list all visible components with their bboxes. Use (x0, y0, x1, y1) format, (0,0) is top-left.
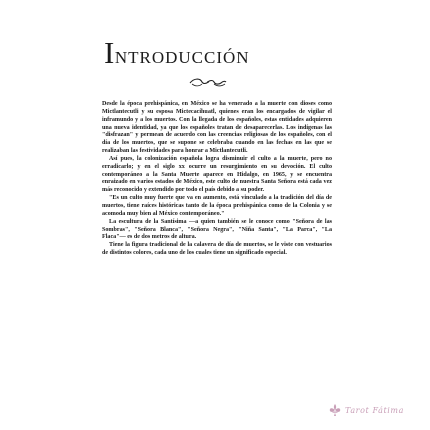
watermark-text: Tarot Fátima (345, 405, 404, 415)
flourish-ornament-icon (188, 76, 228, 88)
chapter-title (104, 35, 250, 73)
paragraph-2: Así pues, la colonización española logra disminuir el culto a la muerte, pero no erradicarlo; y en el siglo xx ocurre un resurgimiento en su devoción. El culto contemporáneo a la Santa Muerte aparece en Hidalgo, en 1965, y se encuentra enraizado en varios estados de México, este culto de nuestra Santa Señora está cada vez más reconocido y extendido por todo el país debido a su poder. (102, 155, 332, 194)
chapter-title-initial: I (104, 35, 115, 70)
fleur-de-lis-icon (328, 403, 342, 417)
paragraph-3-quote: "Es un culto muy fuerte que va en aumento, está vinculado a la tradición del día de muertos, tiene raíces históricas tanto de la época prehispánica como de la Colonia y se acomoda muy bien al México contemporáneo." (102, 195, 332, 217)
paragraph-5: Tiene la figura tradicional de la calavera de día de muertos, se le viste con vestuarios de distintos colores, cada uno de los cuales tiene un significado especial. (102, 242, 332, 257)
body-text (102, 101, 332, 258)
paragraph-1: Desde la época prehispánica, en México se ha venerado a la muerte con dioses como Mictlantecutli y su esposa Mictecacíhuatl, quienes eran los encargados de vigilar el inframundo y a los muertos. Con la llegada de los españoles, estas entidades adquieren una nueva identidad, ya que los españoles tratan de desaparecerlas. Los indígenas las "disfrazan" y permean de acuerdo con las creencias religiosas de los españoles, con el día de los muertos, que se supone se celebraba cuando en las fechas en las que se realizaban las festividades para honrar a Mictlantecutli. (102, 101, 332, 155)
paragraph-4: La escultura de la Santísima —a quien también se le conoce como "Señora de las Sombras", "Señora Blanca", "Señora Negra", "Niña Santa", "La Parca", "La Flaca"— es de dos metros de altura. (102, 218, 332, 241)
watermark (328, 400, 423, 420)
chapter-title-rest: NTRODUCCIÓN (114, 48, 250, 67)
